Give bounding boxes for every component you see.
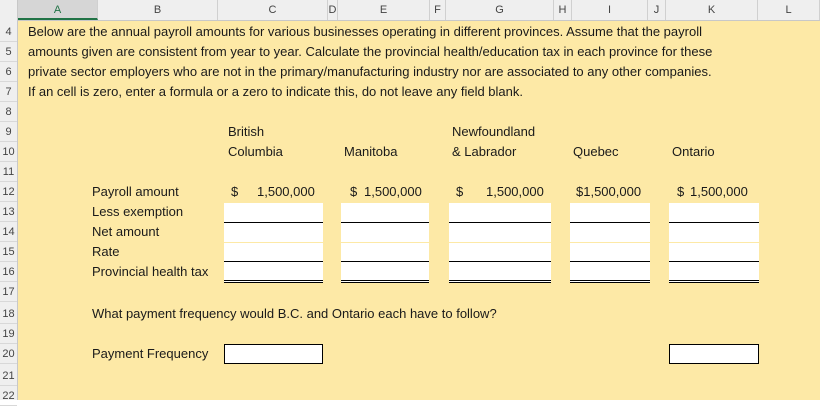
row-header[interactable]: 8 [0,102,17,122]
row-header[interactable]: 7 [0,82,17,102]
net-input-nl[interactable] [449,223,551,242]
row-header[interactable]: 12 [0,182,17,202]
column-header-k[interactable]: K [666,0,758,20]
rate-input-on[interactable] [669,243,759,261]
payment-frequency-bc-input[interactable] [224,344,323,364]
column-header-d[interactable]: D [328,0,338,20]
row-header[interactable]: 14 [0,222,17,242]
payroll-mb-sign: $ [350,184,358,199]
row-header[interactable]: 4 [0,22,17,42]
rate-input-mb[interactable] [341,243,429,261]
instruction-line: amounts given are consistent from year to year. Calculate the provincial health/education tax in each province for these [28,44,713,59]
rate-input-nl[interactable] [449,243,551,261]
row-label-rate: Rate [92,244,120,259]
column-header-bar [0,0,820,21]
column-header-i[interactable]: I [572,0,648,20]
row-header[interactable]: 17 [0,282,17,302]
exemption-input-nl[interactable] [449,203,551,222]
exemption-input-bc[interactable] [224,203,323,222]
tax-input-mb[interactable] [341,262,429,283]
tax-input-nl[interactable] [449,262,551,283]
net-input-bc[interactable] [224,223,323,242]
column-header-f[interactable]: F [430,0,446,20]
instruction-line: Below are the annual payroll amounts for various businesses operating in different provinces. Assume that the payroll [28,24,702,39]
payroll-bc-sign: $ [231,184,239,199]
row-header[interactable]: 9 [0,122,17,142]
tax-input-qc[interactable] [570,262,650,283]
column-header-e[interactable]: E [338,0,430,20]
row-header[interactable]: 18 [0,304,17,324]
column-header-c[interactable]: C [218,0,328,20]
province-header-bc-line1: British [228,124,265,139]
row-header[interactable]: 10 [0,142,17,162]
province-header-qc: Quebec [573,144,619,159]
instruction-line: private sector employers who are not in the primary/manufacturing industry nor are associated to any other companies. [28,64,712,79]
row-header[interactable]: 22 [0,386,17,406]
row-header[interactable]: 6 [0,62,17,82]
payroll-mb[interactable]: 1,500,000 [364,184,422,199]
row-header[interactable]: 16 [0,262,17,282]
row-label-tax: Provincial health tax [92,264,209,279]
column-header-g[interactable]: G [446,0,554,20]
column-header-h[interactable]: H [554,0,572,20]
net-input-mb[interactable] [341,223,429,242]
row-label-payroll: Payroll amount [92,184,179,199]
province-header-bc-line2: Columbia [228,144,283,159]
rate-input-bc[interactable] [224,243,323,261]
exemption-input-qc[interactable] [570,203,650,222]
province-header-nl-line1: Newfoundland [452,124,536,139]
payroll-on[interactable]: 1,500,000 [690,184,748,199]
payroll-on-sign: $ [677,184,685,199]
net-input-qc[interactable] [570,223,650,242]
net-input-on[interactable] [669,223,759,242]
payment-frequency-on-input[interactable] [669,344,759,364]
row-header[interactable]: 5 [0,42,17,62]
payment-frequency-label: Payment Frequency [92,346,209,361]
rate-input-qc[interactable] [570,243,650,261]
payroll-qc[interactable]: $1,500,000 [576,184,642,199]
payroll-nl-sign: $ [456,184,464,199]
column-header-l[interactable]: L [758,0,820,20]
province-header-nl-line2: & Labrador [452,144,517,159]
row-header[interactable]: 20 [0,344,17,364]
column-header-b[interactable]: B [98,0,218,20]
tax-input-on[interactable] [669,262,759,283]
payroll-nl[interactable]: 1,500,000 [486,184,544,199]
row-header[interactable]: 13 [0,202,17,222]
exemption-input-mb[interactable] [341,203,429,222]
row-header[interactable]: 21 [0,366,17,386]
row-header[interactable]: 19 [0,324,17,344]
column-header-a[interactable]: A [18,0,98,20]
column-header-j[interactable]: J [648,0,666,20]
province-header-mb: Manitoba [344,144,398,159]
row-label-exemption: Less exemption [92,204,184,219]
select-all-corner[interactable] [0,0,18,20]
payroll-bc[interactable]: 1,500,000 [257,184,315,199]
question-text: What payment frequency would B.C. and Ontario each have to follow? [92,306,497,321]
instruction-line: If an cell is zero, enter a formula or a zero to indicate this, do not leave any field blank. [28,84,523,99]
exemption-input-on[interactable] [669,203,759,222]
row-header[interactable]: 15 [0,242,17,262]
province-header-on: Ontario [672,144,715,159]
row-header-bar [0,20,18,400]
row-header[interactable]: 11 [0,162,17,182]
tax-input-bc[interactable] [224,262,323,283]
row-label-net: Net amount [92,224,160,239]
